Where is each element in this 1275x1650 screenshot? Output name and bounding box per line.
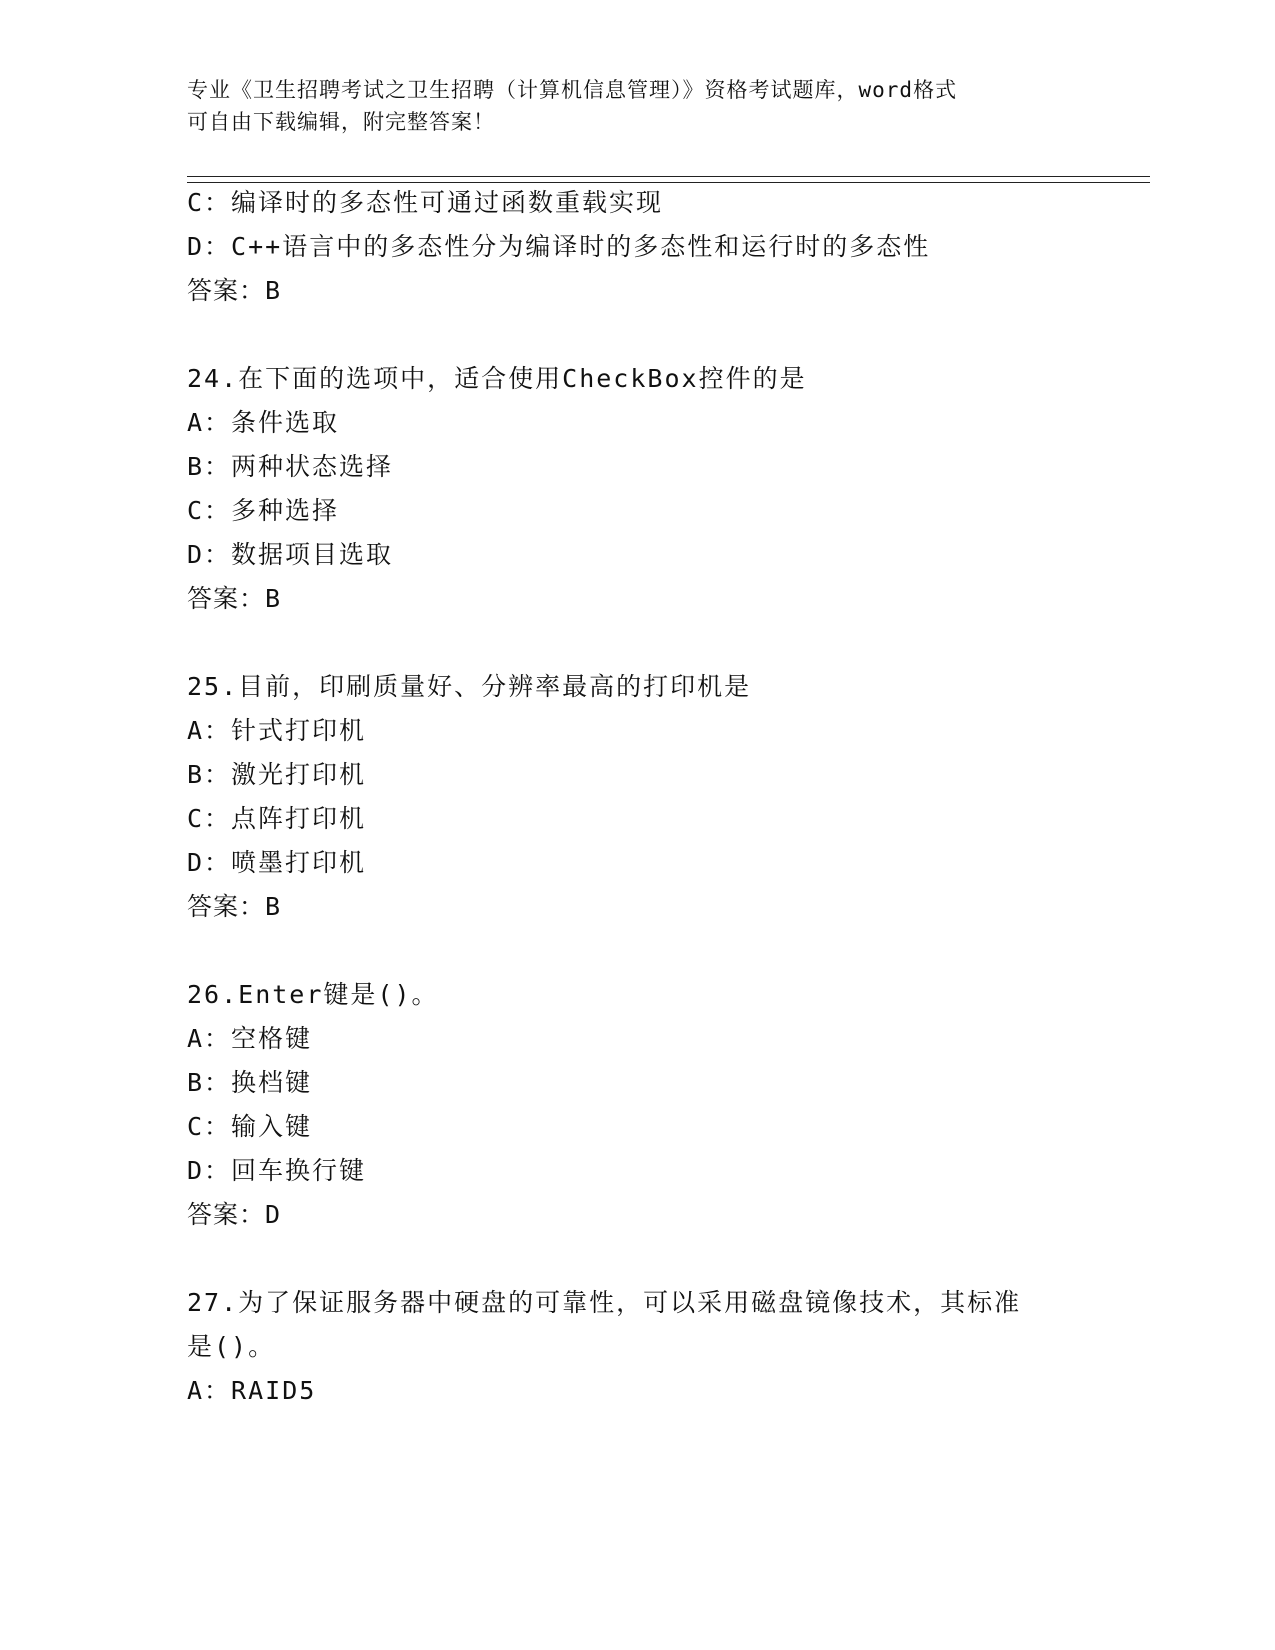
option-a-q25: A：针式打印机 (187, 716, 367, 745)
header-title-line-1: 专业《卫生招聘考试之卫生招聘（计算机信息管理）》资格考试题库，word格式 (187, 78, 958, 102)
option-c-q25: C：点阵打印机 (187, 804, 367, 833)
option-a-q27: A：RAID5 (187, 1376, 317, 1405)
option-a-q24: A：条件选取 (187, 408, 340, 437)
option-c-q26: C：输入键 (187, 1112, 313, 1141)
answer-q24: 答案：B (187, 584, 282, 613)
question-26: 26.Enter键是()。 (187, 980, 439, 1009)
answer-q26: 答案：D (187, 1200, 282, 1229)
option-c-q24: C：多种选择 (187, 496, 340, 525)
option-a-q26: A：空格键 (187, 1024, 313, 1053)
question-27: 27.为了保证服务器中硬盘的可靠性，可以采用磁盘镜像技术，其标准 (187, 1288, 1022, 1317)
option-d-q23: D：C++语言中的多态性分为编译时的多态性和运行时的多态性 (187, 232, 931, 261)
option-b-q26: B：换档键 (187, 1068, 313, 1097)
option-b-q25: B：激光打印机 (187, 760, 367, 789)
header-divider (187, 176, 1150, 183)
answer-q23: 答案：B (187, 276, 282, 305)
header-title-line-2: 可自由下载编辑，附完整答案！ (187, 110, 495, 134)
option-c-q23: C：编译时的多态性可通过函数重载实现 (187, 188, 664, 217)
page-header (187, 74, 1087, 138)
question-24: 24.在下面的选项中，适合使用CheckBox控件的是 (187, 364, 807, 393)
question-27-continued: 是()。 (187, 1332, 276, 1361)
answer-q25: 答案：B (187, 892, 282, 921)
option-d-q25: D：喷墨打印机 (187, 848, 367, 877)
option-b-q24: B：两种状态选择 (187, 452, 394, 481)
option-d-q24: D：数据项目选取 (187, 540, 394, 569)
question-25: 25.目前，印刷质量好、分辨率最高的打印机是 (187, 672, 752, 701)
option-d-q26: D：回车换行键 (187, 1156, 367, 1185)
